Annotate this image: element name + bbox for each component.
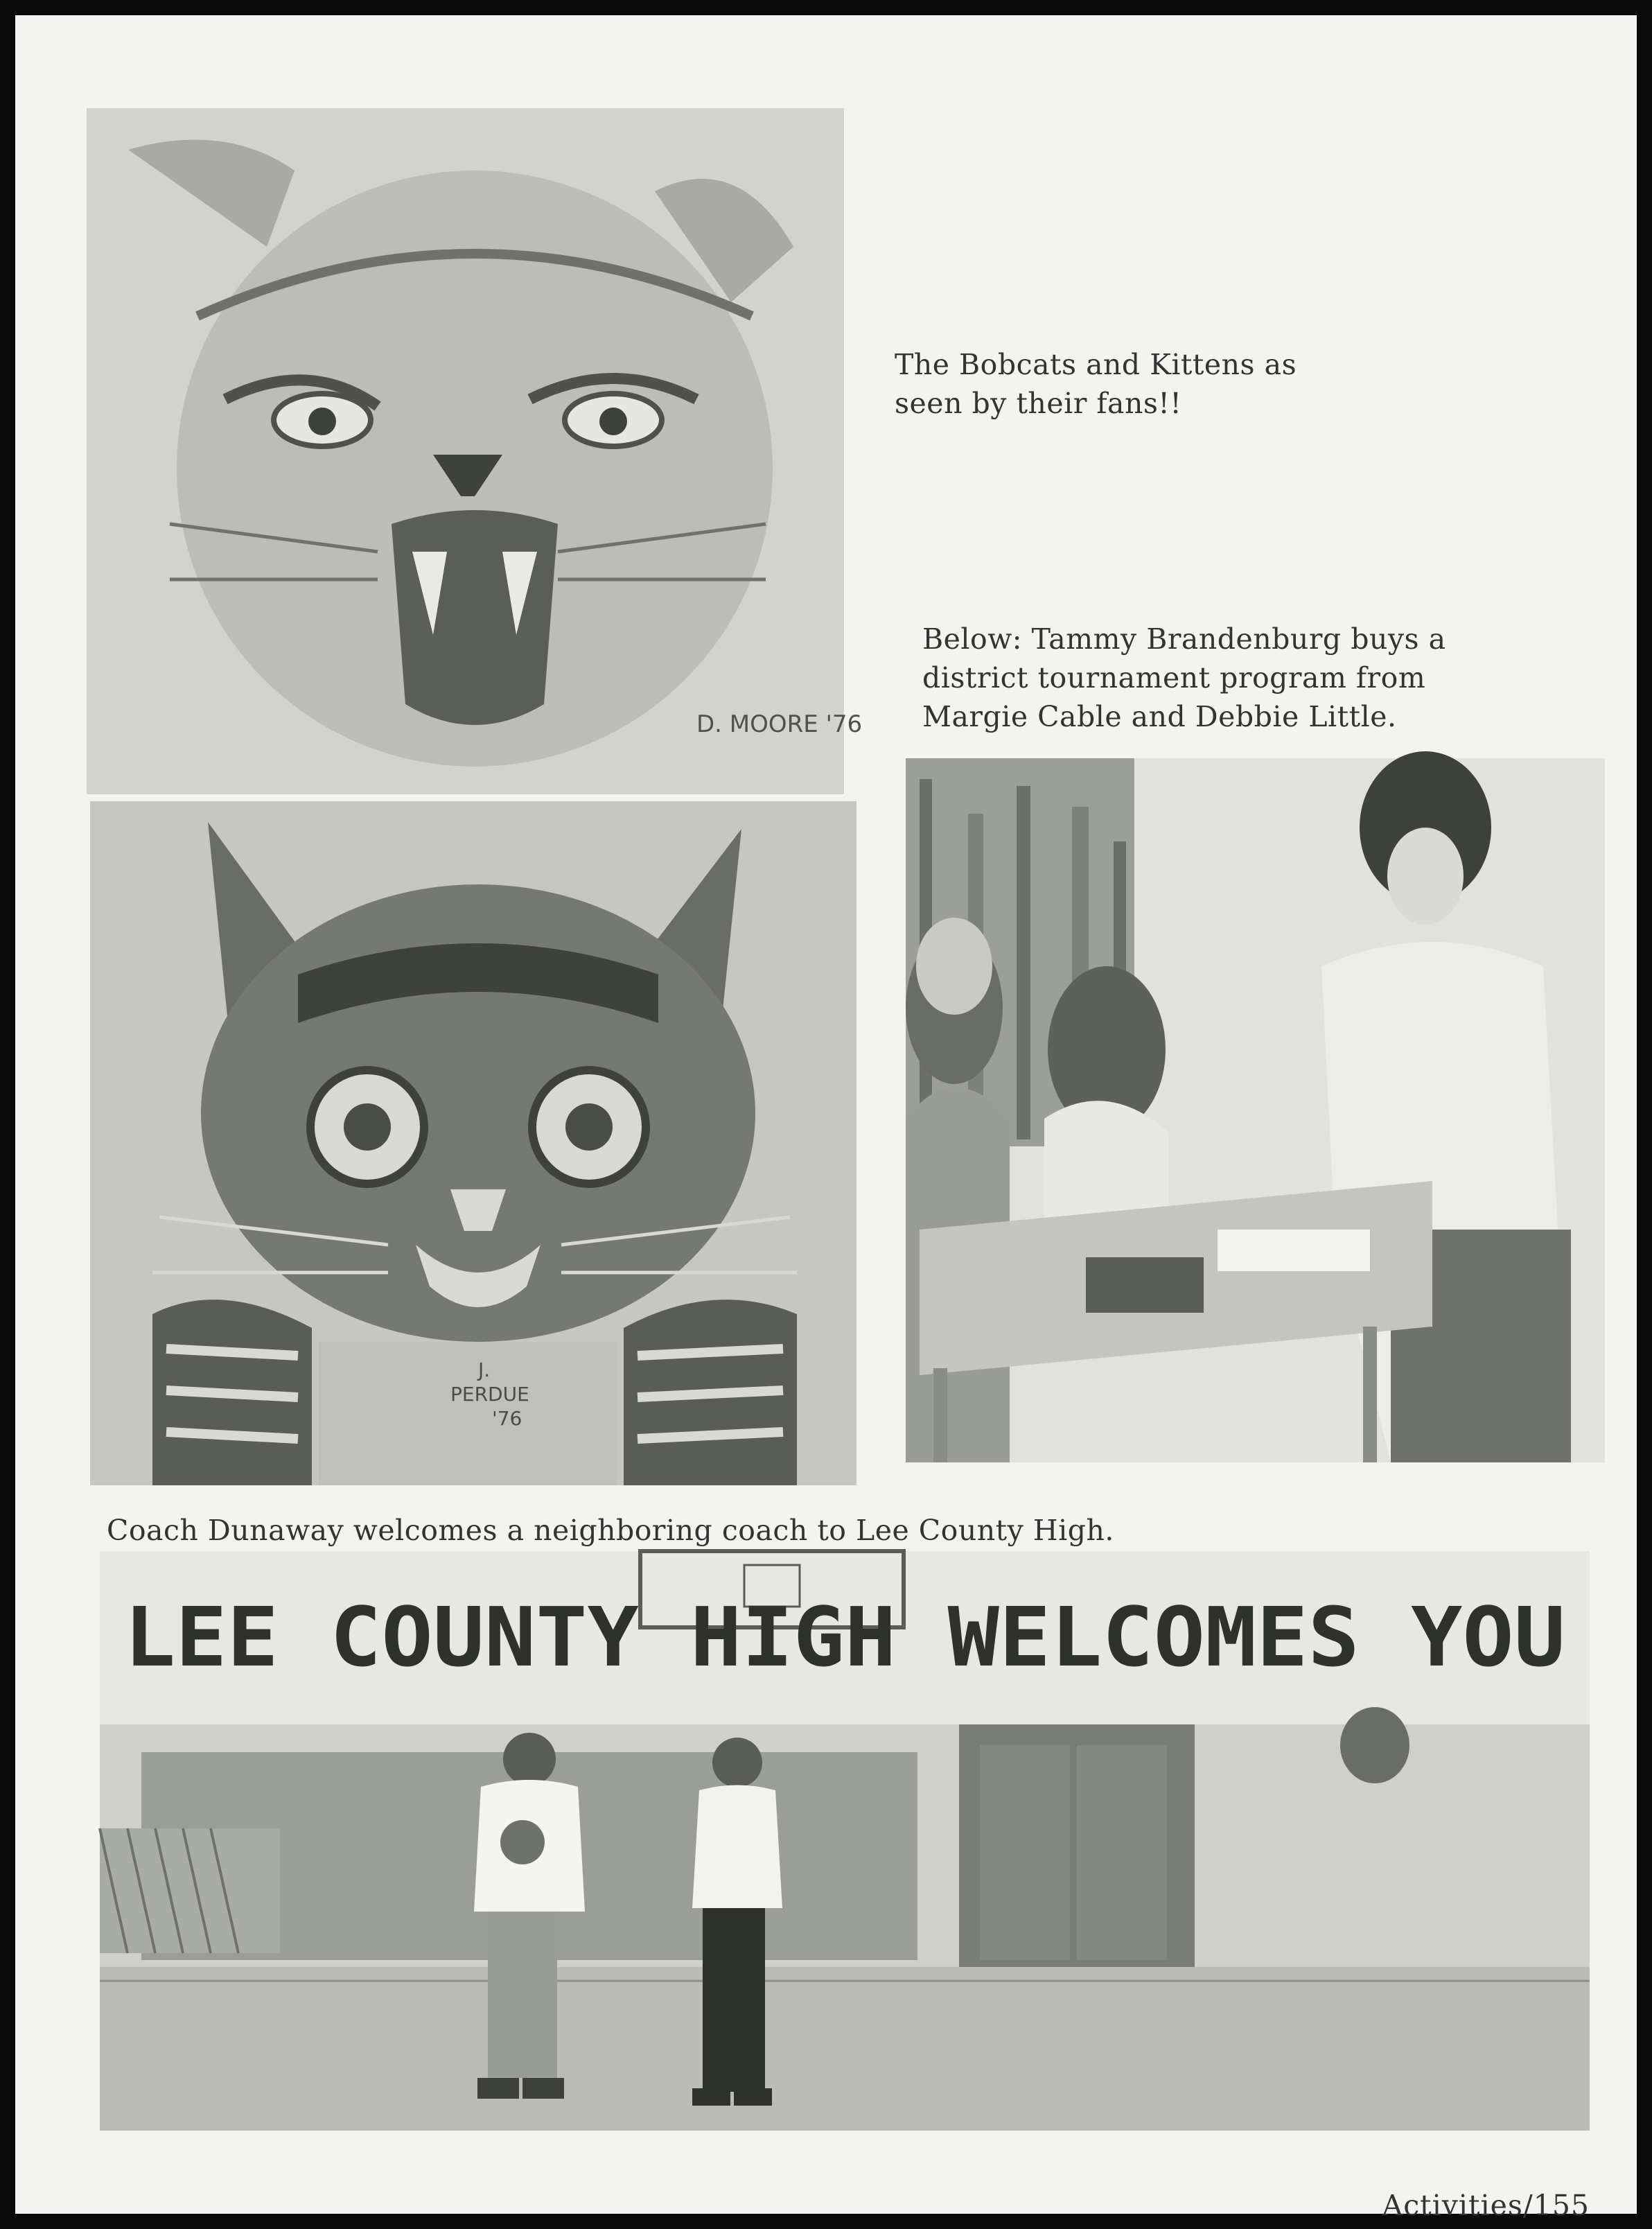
program-sale-photo [906,758,1605,1462]
bobcats-caption-line-2: seen by their fans!! [895,387,1182,420]
gym-banner-text: LEE COUNTY HIGH WELCOMES YOU [124,1589,1565,1685]
bobcat-mural-photo [87,108,863,794]
coach-caption-line: Coach Dunaway welcomes a neighboring coach to Lee County High. [107,1514,1114,1547]
below-caption [922,620,1446,736]
kitten-mural-signature-1: J. [478,1358,491,1381]
kitten-mural-photo [90,801,856,1485]
program-sale-scene [906,758,1605,1462]
bobcats-caption [895,345,1297,423]
gym-photo [100,1551,1590,2131]
yearbook-page [15,15,1637,2222]
kitten-mural-signature-2: PERDUE [450,1383,529,1406]
page-folio: Activities/155 [1382,2189,1590,2222]
coach-caption [107,1511,1114,1550]
gym-scene [100,1551,1590,2131]
bobcat-mural-drawing [87,108,863,794]
kitten-mural-signature-3: '76 [492,1407,522,1430]
bobcats-caption-line-1: The Bobcats and Kittens as [895,348,1297,381]
kitten-mural-drawing [90,801,856,1485]
below-caption-line-2: district tournament program from [922,661,1426,694]
below-caption-line-3: Margie Cable and Debbie Little. [922,700,1397,733]
below-caption-line-1: Below: Tammy Brandenburg buys a [922,622,1446,656]
bobcat-mural-signature: D. MOORE '76 [696,710,863,738]
